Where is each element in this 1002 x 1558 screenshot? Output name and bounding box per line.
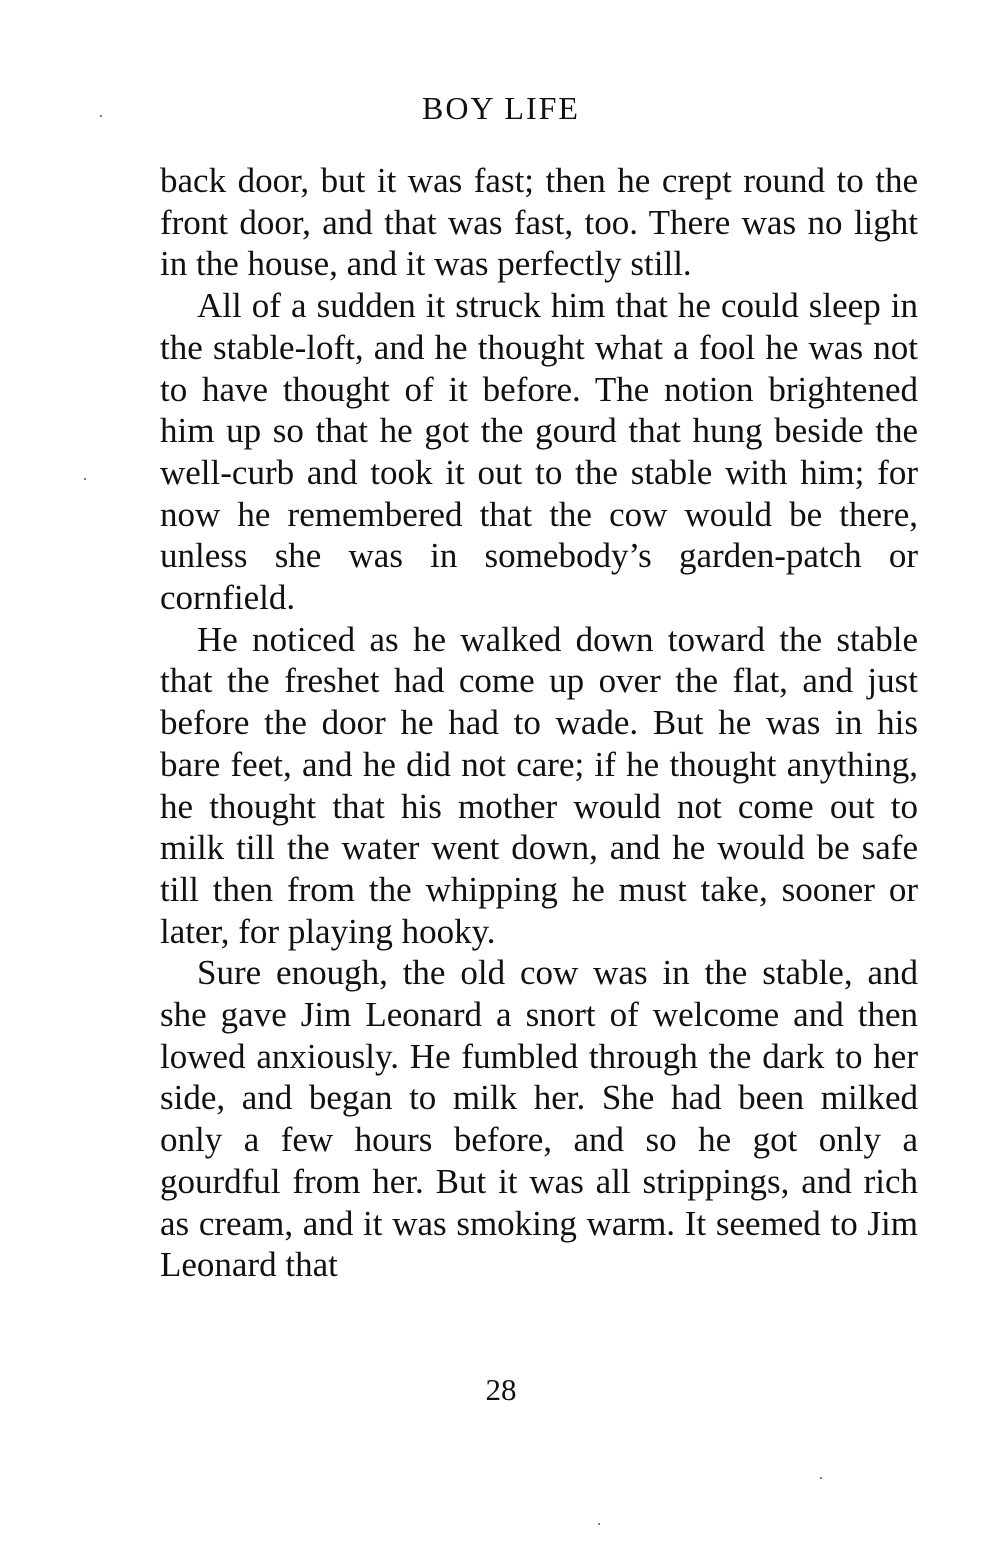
scan-speck: [598, 1523, 600, 1525]
paragraph-2: All of a sudden it struck him that he could sleep in the stable-loft, and he thought what a fool he was not to have thought of it before. The notion brightened him up so that he got the gourd that hung beside the well-curb and took it out to the stable with him; for now he remembered that the cow would be there, unless she was in somebody’s garden-patch or cornfield.: [160, 286, 918, 618]
running-head: BOY LIFE: [422, 90, 580, 126]
paragraph-3: He noticed as he walked down toward the stable that the freshet had come up over the flat, and just before the door he had to wade. But he was in his bare feet, and he did not care; if he thought anything, he thought that his mother would not come out to milk till the water went down, and he would be safe till then from the whipping he must take, sooner or later, for playing hooky.: [160, 619, 918, 951]
scan-speck: [84, 478, 86, 480]
page-number: 28: [485, 1372, 517, 1407]
scan-speck: [820, 1477, 822, 1479]
paragraph-1: back door, but it was fast; then he crept round to the front door, and that was fast, too. There was no light in the house, and it was perfectly still.: [160, 161, 918, 284]
body-text: [160, 160, 918, 1286]
paragraph-4: Sure enough, the old cow was in the stable, and she gave Jim Leonard a snort of welcome and then lowed anxiously. He fumbled through the dark to her side, and began to milk her. She had been milked only a few hours before, and so he got only a gourdful from her. But it was all strippings, and rich as cream, and it was smoking warm. It seemed to Jim Leonard that: [160, 953, 918, 1285]
scan-speck: [100, 115, 102, 117]
